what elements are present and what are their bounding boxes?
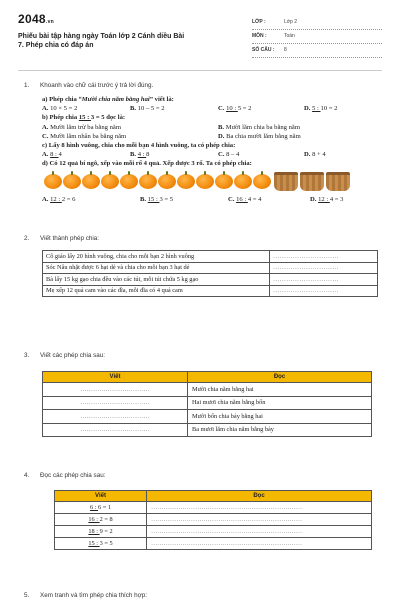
q1c-stem: c) Lấy 8 hình vuông, chia cho mỗi bạn 4 hình vuông, ta có phép chia: <box>42 141 236 149</box>
question-2-heading: 2. Viết thành phép chia: <box>24 235 100 242</box>
column-header-read: Đọc <box>188 372 372 383</box>
pumpkin-icon <box>253 174 271 189</box>
question-2-table <box>42 250 378 297</box>
answer-blank[interactable]: ……………………………………………………………… <box>147 526 372 538</box>
answer-blank[interactable]: …………………………… <box>43 383 188 397</box>
table-row <box>43 423 372 437</box>
pumpkin-icon <box>215 174 233 189</box>
document-title: Phiếu bài tập hàng ngày Toán lớp 2 Cánh diều Bài 7. Phép chia có đáp án <box>18 33 185 49</box>
read-text: Ba mươi lăm chia năm bằng bảy <box>188 423 372 437</box>
q1d-option-b[interactable]: B. 15 : 3 = 5 <box>140 195 174 203</box>
basket-icon <box>326 172 350 191</box>
pumpkin-icon <box>101 174 119 189</box>
q1d-option-a[interactable]: A. 12 : 2 = 6 <box>42 195 76 203</box>
q1d-options <box>42 195 372 204</box>
question-1-heading: 1. Khoanh vào chữ cái trước ý trả lời đúng. <box>24 82 154 89</box>
q1c-option-a[interactable]: A. 8 : 4 <box>42 151 62 159</box>
table-row <box>43 396 372 410</box>
answer-blank[interactable]: ………………………… <box>270 251 378 263</box>
pumpkin-icon <box>158 174 176 189</box>
q1b-options-row-2 <box>42 132 372 141</box>
q1c-option-d[interactable]: D. 8 + 4 <box>304 151 326 159</box>
q1a-stem: a) Phép chia “Mười chia năm bằng hai” viết là: <box>42 96 174 103</box>
read-text: Mười bốn chia bảy bằng hai <box>188 410 372 424</box>
q1b-option-d[interactable]: D. Ba chia mười lăm bằng năm <box>218 132 301 140</box>
table-row <box>55 514 372 526</box>
answer-blank[interactable]: …………………………… <box>43 396 188 410</box>
meta-block <box>252 16 382 58</box>
q1c-options <box>42 150 372 159</box>
q1a-options <box>42 104 372 113</box>
q1a-option-d[interactable]: D. 5 : 10 = 2 <box>304 105 338 113</box>
pumpkin-icon <box>196 174 214 189</box>
read-text: Hai mươi chia năm bằng bốn <box>188 396 372 410</box>
pumpkin-icon <box>234 174 252 189</box>
question-1-body <box>42 95 372 204</box>
pumpkin-icon <box>82 174 100 189</box>
table-header-row <box>55 491 372 502</box>
answer-blank[interactable]: ……………………………………………………………… <box>147 538 372 550</box>
answer-blank[interactable]: …………………………… <box>43 423 188 437</box>
table-row <box>43 262 378 274</box>
answer-blank[interactable]: ………………………… <box>270 285 378 297</box>
situation-text: Bà lấy 15 kg gạo chia đều vào các túi, mỗi túi chứa 5 kg gạo <box>43 274 270 286</box>
answer-blank[interactable]: ………………………… <box>270 262 378 274</box>
q1d-option-c[interactable]: C. 16 : 4 = 4 <box>228 195 262 203</box>
read-text: Mười chia năm bằng hai <box>188 383 372 397</box>
pumpkin-icon <box>139 174 157 189</box>
q1d-illustration <box>42 169 372 195</box>
situation-text: Cô giáo lấy 20 hình vuông, chia cho mỗi bạn 2 hình vuông <box>43 251 270 263</box>
answer-blank[interactable]: ……………………………………………………………… <box>147 502 372 514</box>
division-expression: 6 : 6 = 1 <box>55 502 147 514</box>
table-row <box>55 538 372 550</box>
q1b-option-b[interactable]: B. Mười lăm chia ba bằng năm <box>218 123 300 131</box>
meta-count-row: SỐ CÂU : 8 <box>252 44 382 58</box>
table-row <box>55 502 372 514</box>
q1b-option-c[interactable]: C. Mười lăm nhân ba bằng năm <box>42 132 127 140</box>
column-header-write: Viết <box>43 372 188 383</box>
division-expression: 18 : 9 = 2 <box>55 526 147 538</box>
q1a-option-c[interactable]: C. 10 : 5 = 2 <box>218 105 252 113</box>
question-3-table <box>42 371 372 437</box>
pumpkin-icon <box>177 174 195 189</box>
column-header-read: Đọc <box>147 491 372 502</box>
pumpkin-icon <box>44 174 62 189</box>
site-logo[interactable]: 2048.vn <box>18 12 55 26</box>
basket-icon <box>274 172 298 191</box>
division-expression: 15 : 3 = 5 <box>55 538 147 550</box>
q1c-option-c[interactable]: C. 8 – 4 <box>218 151 240 159</box>
column-header-write: Viết <box>55 491 147 502</box>
q1b-stem: b) Phép chia 15 : 3 = 5 đọc là: <box>42 114 126 122</box>
q1d-option-d[interactable]: D. 12 : 4 = 3 <box>310 195 344 203</box>
table-row <box>43 251 378 263</box>
pumpkin-icon <box>120 174 138 189</box>
answer-blank[interactable]: …………………………… <box>43 410 188 424</box>
division-expression: 16 : 2 = 8 <box>55 514 147 526</box>
q1d-stem: d) Có 12 quả bí ngô, xếp vào mỗi rổ 4 quả. Xếp được 3 rổ. Ta có phép chia: <box>42 160 252 168</box>
pumpkin-icon <box>63 174 81 189</box>
q1b-option-a[interactable]: A. Mười lăm trừ ba bằng năm <box>42 123 121 131</box>
question-4-heading: 4. Đọc các phép chia sau: <box>24 472 106 479</box>
q1a-option-b[interactable]: B. 10 – 5 = 2 <box>130 105 165 113</box>
table-row <box>55 526 372 538</box>
answer-blank[interactable]: ……………………………………………………………… <box>147 514 372 526</box>
table-row <box>43 383 372 397</box>
question-4-table <box>54 490 372 550</box>
situation-text: Mẹ xếp 12 quả cam vào các đĩa, mỗi đĩa có 4 quả cam <box>43 285 270 297</box>
question-5-heading: 5. Xem tranh và tìm phép chia thích hợp: <box>24 592 148 599</box>
q1b-options-row-1 <box>42 123 372 132</box>
situation-text: Sóc Nâu nhặt được 6 hạt dẻ và chia cho mỗi bạn 3 hạt dẻ <box>43 262 270 274</box>
q1c-option-b[interactable]: B. 4 : 8 <box>130 151 150 159</box>
table-row <box>43 410 372 424</box>
table-row <box>43 274 378 286</box>
q1a-option-a[interactable]: A. 10 × 5 = 2 <box>42 105 78 113</box>
answer-blank[interactable]: ………………………… <box>270 274 378 286</box>
basket-icon <box>300 172 324 191</box>
meta-class-row: LỚP : Lớp 2 <box>252 16 382 30</box>
meta-subject-row: MÔN : Toán <box>252 30 382 44</box>
question-3-heading: 3. Viết các phép chia sau: <box>24 352 105 359</box>
header-divider <box>18 70 382 71</box>
table-row <box>43 285 378 297</box>
page-header <box>18 12 382 64</box>
table-header-row <box>43 372 372 383</box>
